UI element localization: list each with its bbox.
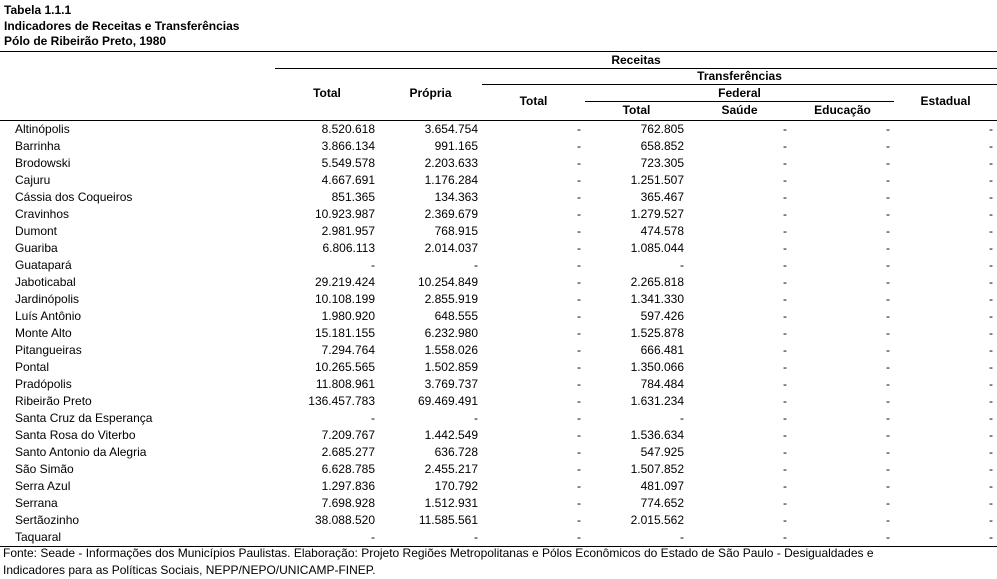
federal-educacao-cell: -	[886, 496, 890, 510]
receita-propria-cell: 170.792	[434, 479, 478, 493]
header-federal: Federal	[585, 84, 894, 101]
receita-propria-cell: 3.769.737	[424, 377, 478, 391]
transferencias-total-cell: -	[577, 139, 581, 153]
federal-educacao-cell: -	[886, 360, 890, 374]
federal-educacao-cell: -	[886, 309, 890, 323]
table-row	[0, 342, 997, 359]
transferencias-total-cell: -	[577, 241, 581, 255]
federal-educacao-cell: -	[886, 445, 890, 459]
receita-total-cell: 38.088.520	[314, 513, 375, 527]
footnote-line-1: Fonte: Seade - Informações dos Municípios Paulistas. Elaboração: Projeto Regiões Metropolitanas e Pólos Econômicos do Estado de São Paulo - Desigualdades e	[3, 546, 874, 560]
transferencias-total-cell: -	[577, 309, 581, 323]
federal-total-cell: 547.925	[640, 445, 684, 459]
estadual-cell: -	[989, 394, 993, 408]
federal-saude-cell: -	[783, 258, 787, 272]
transferencias-total-cell: -	[577, 530, 581, 544]
federal-total-cell: 723.305	[640, 156, 684, 170]
municipality-cell: Ribeirão Preto	[15, 394, 92, 408]
receita-total-cell: 851.365	[331, 190, 375, 204]
table-title: Indicadores de Receitas e Transferências	[4, 18, 240, 33]
receita-propria-cell: 134.363	[434, 190, 478, 204]
receita-total-cell: 7.209.767	[321, 428, 375, 442]
estadual-cell: -	[989, 258, 993, 272]
estadual-cell: -	[989, 207, 993, 221]
estadual-cell: -	[989, 343, 993, 357]
federal-saude-cell: -	[783, 360, 787, 374]
table-row	[0, 427, 997, 444]
federal-educacao-cell: -	[886, 428, 890, 442]
federal-saude-cell: -	[783, 241, 787, 255]
federal-total-cell: 474.578	[640, 224, 684, 238]
header-educacao: Educação	[814, 102, 871, 117]
table-row	[0, 393, 997, 410]
federal-total-cell: 1.251.507	[630, 173, 684, 187]
receita-propria-cell: -	[474, 258, 478, 272]
table-row	[0, 206, 997, 223]
transferencias-total-cell: -	[577, 445, 581, 459]
transferencias-total-cell: -	[577, 326, 581, 340]
table-row	[0, 189, 997, 206]
receita-total-cell: 1.980.920	[321, 309, 375, 323]
estadual-cell: -	[989, 241, 993, 255]
receita-propria-cell: 2.455.217	[424, 462, 478, 476]
municipality-cell: Sertãozinho	[15, 513, 80, 527]
receita-propria-cell: 1.176.284	[424, 173, 478, 187]
federal-total-cell: -	[680, 411, 684, 425]
federal-total-cell: 1.525.878	[630, 326, 684, 340]
transferencias-total-cell: -	[577, 496, 581, 510]
federal-educacao-cell: -	[886, 462, 890, 476]
federal-total-cell: 1.279.527	[630, 207, 684, 221]
federal-total-cell: 1.631.234	[630, 394, 684, 408]
municipality-cell: Serra Azul	[15, 479, 71, 493]
federal-saude-cell: -	[783, 496, 787, 510]
municipality-cell: Jardinópolis	[15, 292, 80, 306]
federal-total-cell: 774.652	[640, 496, 684, 510]
receita-total-cell: 4.667.691	[321, 173, 375, 187]
header-transferencias: Transferências	[482, 68, 997, 84]
receita-propria-cell: 648.555	[434, 309, 478, 323]
municipality-cell: Jaboticabal	[15, 275, 76, 289]
transferencias-total-cell: -	[577, 207, 581, 221]
municipality-cell: Cássia dos Coqueiros	[15, 190, 133, 204]
federal-educacao-cell: -	[886, 275, 890, 289]
receita-propria-cell: 768.915	[434, 224, 478, 238]
federal-educacao-cell: -	[886, 411, 890, 425]
municipality-cell: Pradópolis	[15, 377, 72, 391]
receita-total-cell: 2.685.277	[321, 445, 375, 459]
estadual-cell: -	[989, 445, 993, 459]
header-propria: Própria	[409, 86, 452, 101]
estadual-cell: -	[989, 462, 993, 476]
receita-total-cell: -	[371, 411, 375, 425]
federal-total-cell: 762.805	[640, 122, 684, 136]
municipality-cell: Taquaral	[15, 530, 62, 544]
federal-total-cell: -	[680, 258, 684, 272]
table-row	[0, 410, 997, 427]
table-row	[0, 121, 997, 139]
receita-propria-cell: -	[474, 530, 478, 544]
table-subtitle: Pólo de Ribeirão Preto, 1980	[4, 34, 167, 48]
federal-educacao-cell: -	[886, 139, 890, 153]
federal-educacao-cell: -	[886, 394, 890, 408]
estadual-cell: -	[989, 224, 993, 238]
receita-total-cell: 2.981.957	[321, 224, 375, 238]
federal-total-cell: -	[680, 530, 684, 544]
receita-total-cell: 1.297.836	[321, 479, 375, 493]
federal-total-cell: 2.265.818	[630, 275, 684, 289]
federal-saude-cell: -	[783, 394, 787, 408]
municipality-cell: Santo Antonio da Alegria	[15, 445, 147, 459]
transferencias-total-cell: -	[577, 122, 581, 136]
federal-saude-cell: -	[783, 207, 787, 221]
receita-total-cell: 10.265.565	[314, 360, 375, 374]
federal-educacao-cell: -	[886, 190, 890, 204]
municipality-cell: Cajuru	[15, 173, 51, 187]
transferencias-total-cell: -	[577, 360, 581, 374]
federal-saude-cell: -	[783, 292, 787, 306]
table-row	[0, 172, 997, 189]
federal-educacao-cell: -	[886, 224, 890, 238]
receita-propria-cell: 1.442.549	[424, 428, 478, 442]
receita-total-cell: 3.866.134	[321, 139, 375, 153]
estadual-cell: -	[989, 428, 993, 442]
receita-total-cell: 6.806.113	[322, 241, 375, 255]
receita-propria-cell: -	[474, 411, 478, 425]
table-row	[0, 444, 997, 461]
table-row	[0, 325, 997, 342]
table-row	[0, 376, 997, 393]
federal-educacao-cell: -	[886, 207, 890, 221]
table-row	[0, 359, 997, 376]
federal-educacao-cell: -	[886, 156, 890, 170]
federal-saude-cell: -	[783, 479, 787, 493]
table-row	[0, 495, 997, 512]
estadual-cell: -	[989, 309, 993, 323]
federal-saude-cell: -	[783, 445, 787, 459]
receita-total-cell: 15.181.155	[314, 326, 375, 340]
federal-saude-cell: -	[783, 139, 787, 153]
estadual-cell: -	[989, 411, 993, 425]
estadual-cell: -	[989, 513, 993, 527]
receita-total-cell: 11.808.961	[315, 377, 375, 391]
table-row	[0, 155, 997, 172]
estadual-cell: -	[989, 377, 993, 391]
municipality-cell: Cravinhos	[15, 207, 70, 221]
municipality-cell: Luís Antônio	[15, 309, 82, 323]
estadual-cell: -	[989, 156, 993, 170]
receita-total-cell: -	[371, 530, 375, 544]
estadual-cell: -	[989, 190, 993, 204]
federal-educacao-cell: -	[886, 292, 890, 306]
table-row	[0, 478, 997, 495]
federal-saude-cell: -	[783, 309, 787, 323]
municipality-cell: Altinópolis	[15, 122, 70, 136]
federal-saude-cell: -	[783, 224, 787, 238]
receita-propria-cell: 2.855.919	[424, 292, 478, 306]
source-footnote	[3, 545, 993, 579]
receita-propria-cell: 6.232.980	[424, 326, 478, 340]
table-number: Tabela 1.1.1	[4, 3, 72, 17]
header-total: Total	[313, 86, 341, 101]
transferencias-total-cell: -	[577, 156, 581, 170]
receita-total-cell: 6.628.785	[321, 462, 375, 476]
footnote-line-2: Indicadores para as Políticas Sociais, NEPP/NEPO/UNICAMP-FINEP.	[3, 563, 376, 577]
table-row	[0, 512, 997, 529]
transferencias-total-cell: -	[577, 411, 581, 425]
transferencias-total-cell: -	[577, 394, 581, 408]
table-row	[0, 461, 997, 478]
federal-total-cell: 666.481	[640, 343, 684, 357]
receita-total-cell: 5.549.578	[321, 156, 375, 170]
receita-total-cell: 136.457.783	[308, 394, 375, 408]
estadual-cell: -	[989, 173, 993, 187]
transferencias-total-cell: -	[577, 343, 581, 357]
transferencias-total-cell: -	[577, 479, 581, 493]
header-federal-total: Total	[622, 102, 651, 117]
transferencias-total-cell: -	[577, 258, 581, 272]
federal-educacao-cell: -	[886, 479, 890, 493]
receita-total-cell: 7.294.764	[321, 343, 375, 357]
municipality-cell: Monte Alto	[15, 326, 72, 340]
transferencias-total-cell: -	[577, 377, 581, 391]
federal-total-cell: 2.015.562	[630, 513, 684, 527]
federal-total-cell: 1.341.330	[630, 292, 684, 306]
federal-total-cell: 597.426	[640, 309, 684, 323]
transferencias-total-cell: -	[577, 173, 581, 187]
receita-total-cell: 29.219.424	[314, 275, 375, 289]
receita-propria-cell: 2.014.037	[424, 241, 478, 255]
table-row	[0, 223, 997, 240]
federal-educacao-cell: -	[886, 513, 890, 527]
municipality-cell: Santa Rosa do Viterbo	[15, 428, 136, 442]
table-title-block	[4, 3, 239, 50]
federal-saude-cell: -	[783, 275, 787, 289]
estadual-cell: -	[989, 122, 993, 136]
receita-propria-cell: 1.512.931	[424, 496, 478, 510]
federal-saude-cell: -	[783, 411, 787, 425]
transferencias-total-cell: -	[577, 190, 581, 204]
federal-educacao-cell: -	[886, 241, 890, 255]
federal-saude-cell: -	[783, 326, 787, 340]
receita-propria-cell: 1.558.026	[424, 343, 478, 357]
federal-total-cell: 784.484	[640, 377, 684, 391]
transferencias-total-cell: -	[577, 292, 581, 306]
receita-propria-cell: 636.728	[434, 445, 478, 459]
municipality-cell: Barrinha	[15, 139, 61, 153]
table-row	[0, 240, 997, 257]
federal-educacao-cell: -	[886, 173, 890, 187]
estadual-cell: -	[989, 479, 993, 493]
municipality-cell: Pitangueiras	[15, 343, 82, 357]
receita-total-cell: 10.108.199	[314, 292, 375, 306]
federal-total-cell: 1.507.852	[630, 462, 684, 476]
federal-saude-cell: -	[783, 190, 787, 204]
estadual-cell: -	[989, 326, 993, 340]
federal-total-cell: 481.097	[640, 479, 684, 493]
federal-educacao-cell: -	[886, 326, 890, 340]
receita-total-cell: 10.923.987	[314, 207, 375, 221]
municipality-cell: Brodowski	[15, 156, 71, 170]
transferencias-total-cell: -	[577, 224, 581, 238]
header-estadual: Estadual	[920, 94, 971, 109]
federal-saude-cell: -	[783, 462, 787, 476]
federal-saude-cell: -	[783, 173, 787, 187]
municipality-cell: Dumont	[15, 224, 58, 238]
table-row	[0, 529, 997, 547]
receita-propria-cell: 69.469.491	[417, 394, 478, 408]
federal-saude-cell: -	[783, 513, 787, 527]
estadual-cell: -	[989, 360, 993, 374]
receita-propria-cell: 991.165	[434, 139, 478, 153]
receita-propria-cell: 1.502.859	[424, 360, 478, 374]
estadual-cell: -	[989, 292, 993, 306]
receita-propria-cell: 10.254.849	[417, 275, 478, 289]
federal-saude-cell: -	[783, 377, 787, 391]
federal-total-cell: 1.350.066	[630, 360, 684, 374]
municipality-cell: Guatapará	[15, 258, 72, 272]
federal-educacao-cell: -	[886, 122, 890, 136]
table-row	[0, 274, 997, 291]
estadual-cell: -	[989, 275, 993, 289]
receita-propria-cell: 2.203.633	[424, 156, 478, 170]
receita-total-cell: 8.520.618	[321, 122, 375, 136]
federal-educacao-cell: -	[886, 343, 890, 357]
federal-total-cell: 1.536.634	[630, 428, 684, 442]
table-row	[0, 257, 997, 274]
table-row	[0, 308, 997, 325]
municipality-cell: Guariba	[15, 241, 58, 255]
federal-saude-cell: -	[783, 428, 787, 442]
federal-saude-cell: -	[783, 343, 787, 357]
receita-total-cell: 7.698.928	[321, 496, 375, 510]
federal-educacao-cell: -	[886, 377, 890, 391]
receita-propria-cell: 2.369.679	[424, 207, 478, 221]
federal-educacao-cell: -	[886, 258, 890, 272]
federal-saude-cell: -	[783, 122, 787, 136]
municipality-cell: Serrana	[15, 496, 58, 510]
transferencias-total-cell: -	[577, 275, 581, 289]
federal-total-cell: 1.085.044	[630, 241, 684, 255]
estadual-cell: -	[989, 139, 993, 153]
receita-total-cell: -	[371, 258, 375, 272]
estadual-cell: -	[989, 530, 993, 544]
federal-total-cell: 658.852	[640, 139, 684, 153]
receita-propria-cell: 3.654.754	[424, 122, 478, 136]
table-header	[0, 52, 997, 118]
estadual-cell: -	[989, 496, 993, 510]
federal-saude-cell: -	[783, 530, 787, 544]
data-table	[0, 120, 997, 547]
transferencias-total-cell: -	[577, 462, 581, 476]
municipality-cell: Santa Cruz da Esperança	[15, 411, 153, 425]
table-row	[0, 138, 997, 155]
table-row	[0, 291, 997, 308]
municipality-cell: Pontal	[15, 360, 50, 374]
receita-propria-cell: 11.585.561	[418, 513, 478, 527]
federal-educacao-cell: -	[886, 530, 890, 544]
header-transf-total: Total	[519, 94, 548, 109]
municipality-cell: São Simão	[15, 462, 74, 476]
transferencias-total-cell: -	[577, 513, 581, 527]
transferencias-total-cell: -	[577, 428, 581, 442]
header-saude: Saúde	[721, 102, 758, 117]
federal-total-cell: 365.467	[640, 190, 684, 204]
header-receitas: Receitas	[275, 52, 997, 68]
federal-saude-cell: -	[783, 156, 787, 170]
